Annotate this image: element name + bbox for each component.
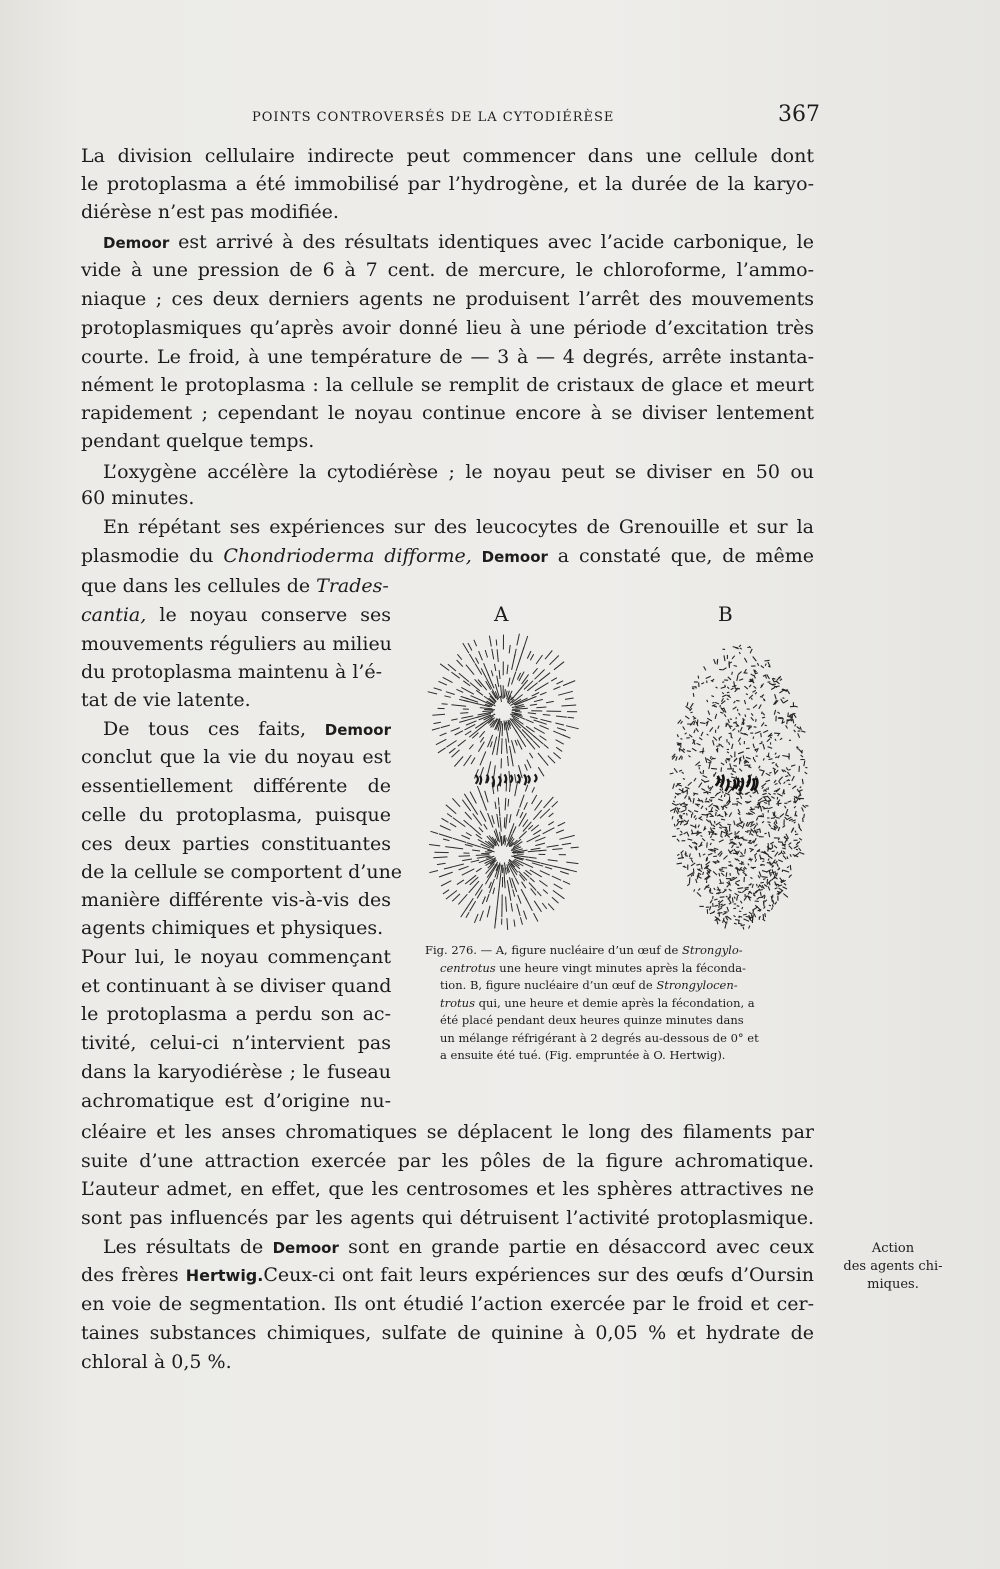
text-line: conclut que la vie du noyau est	[81, 746, 391, 768]
caption-line	[425, 977, 825, 995]
text-line: tivité, celui-ci n’intervient pas	[81, 1032, 391, 1054]
caption-line	[425, 942, 825, 960]
caption-line: un mélange réfrigérant à 2 degrés au-dessous de 0° et	[440, 1030, 759, 1045]
text-line: en voie de segmentation. Ils ont étudié l’action exercée par le froid et cer-	[81, 1293, 814, 1315]
margin-note-line: des agents chi-	[843, 1259, 943, 1274]
figure-caption	[425, 942, 825, 1065]
text-span: est arrivé à des résultats identiques avec l’acide carbonique, le	[178, 231, 814, 253]
page-header	[80, 102, 820, 134]
text-line: le protoplasma a été immobilisé par l’hydrogène, et la durée de la karyo-	[81, 173, 814, 195]
text-line: agents chimiques et physiques.	[81, 917, 384, 939]
text-line: rapidement ; cependant le noyau continue encore à se diviser lentement	[81, 402, 814, 424]
text-line	[81, 572, 391, 600]
text-span: a constaté que, de même	[557, 545, 815, 567]
text-line	[81, 715, 391, 743]
text-line: protoplasmiques qu’après avoir donné lieu à une période d’excitation très	[81, 317, 814, 339]
text-line: nément le protoplasma : la cellule se remplit de cristaux de glace et meurt	[81, 374, 814, 396]
text-line: manière différente vis-à-vis des	[81, 889, 391, 911]
caption-species: Strongylo-	[682, 943, 743, 957]
text-line: le protoplasma a perdu son ac-	[81, 1003, 391, 1025]
text-line: dans la karyodiérèse ; le fuseau	[81, 1061, 391, 1083]
caption-species: centrotus	[440, 960, 496, 975]
text-line: mouvements réguliers au milieu	[81, 633, 392, 655]
caption-species: trotus	[440, 995, 475, 1010]
caption-span: une heure vingt minutes après la féconda-	[499, 960, 746, 975]
figure-label-b: B	[718, 602, 733, 626]
text-line: de la cellule se comportent d’une	[81, 861, 403, 883]
margin-note	[838, 1240, 948, 1294]
text-line: En répétant ses expériences sur des leucocytes de Grenouille et sur la	[103, 516, 814, 538]
text-line: Pour lui, le noyau commençant	[81, 946, 391, 968]
caption-line	[425, 995, 825, 1013]
text-line: courte. Le froid, à une température de — 3 à — 4 degrés, arrête instanta-	[81, 346, 814, 368]
caption-line: été placé pendant deux heures quinze minutes dans	[440, 1013, 744, 1027]
text-line: celle du protoplasma, puisque	[81, 804, 391, 826]
margin-note-line: miques.	[867, 1277, 919, 1292]
text-line	[81, 1261, 814, 1289]
text-line: tat de vie latente.	[81, 689, 251, 711]
figure-a-nuclear-spindle	[418, 632, 588, 932]
author-name: Demoor	[324, 721, 392, 739]
text-span: sont en grande partie en désaccord avec ceux	[348, 1236, 815, 1258]
author-name: Demoor	[272, 1239, 339, 1257]
text-line: pendant quelque temps.	[81, 430, 315, 452]
text-line: La division cellulaire indirecte peut commencer dans une cellule dont	[81, 145, 814, 167]
text-line: L’oxygène accélère la cytodiérèse ; le noyau peut se diviser en 50 ou	[103, 461, 814, 483]
text-line	[81, 1233, 814, 1261]
text-line: et continuant à se diviser quand	[81, 975, 392, 997]
text-span: plasmodie du	[81, 545, 214, 567]
species-name: Chondrioderma difforme,	[223, 545, 472, 567]
figure-label-a: A	[494, 602, 509, 626]
text-line: essentiellement différente de	[81, 775, 391, 797]
species-name: cantia,	[81, 604, 147, 626]
text-span: des frères	[81, 1264, 179, 1286]
margin-note-line: Action	[871, 1241, 915, 1256]
page-number: 367	[778, 102, 820, 127]
species-name: Trades-	[316, 575, 389, 597]
text-span: que dans les cellules de	[81, 575, 311, 597]
text-span: le noyau conserve ses	[159, 604, 391, 626]
text-line: taines substances chimiques, sulfate de quinine à 0,05 % et hydrate de	[81, 1322, 814, 1344]
author-name: Demoor	[481, 548, 548, 566]
figure-b-nuclear-figure	[664, 638, 814, 934]
caption-span: tion. B, figure nucléaire d’un œuf de	[440, 978, 653, 992]
author-name: Hertwig.	[185, 1266, 264, 1285]
text-line: L’auteur admet, en effet, que les centrosomes et les sphères attractives ne	[81, 1178, 814, 1200]
text-line	[81, 542, 814, 570]
text-line: achromatique est d’origine nu-	[81, 1090, 391, 1112]
text-line: diérèse n’est pas modifiée.	[81, 201, 339, 223]
text-line: chloral à 0,5 %.	[81, 1351, 232, 1373]
text-line: sont pas influencés par les agents qui détruisent l’activité protoplasmique.	[81, 1207, 814, 1229]
running-title: POINTS CONTROVERSÉS DE LA CYTODIÉRÈSE	[252, 110, 615, 125]
text-line	[81, 601, 391, 629]
text-span: Ceux-ci ont fait leurs expériences sur des œufs d’Oursin	[263, 1264, 815, 1286]
text-line: niaque ; ces deux derniers agents ne produisent l’arrêt des mouvements	[81, 288, 814, 310]
author-name: Demoor	[103, 234, 170, 252]
caption-span: qui, une heure et demie après la fécondation, a	[478, 995, 755, 1010]
text-line: vide à une pression de 6 à 7 cent. de mercure, le chloroforme, l’ammo-	[81, 259, 814, 281]
text-line: 60 minutes.	[81, 487, 195, 509]
text-line: suite d’une attraction exercée par les pôles de la figure achromatique.	[81, 1150, 814, 1172]
text-span: Les résultats de	[103, 1236, 264, 1258]
text-line: du protoplasma maintenu à l’é-	[81, 661, 383, 683]
caption-span: Fig. 276. — A, figure nucléaire d’un œuf de	[425, 943, 679, 957]
text-line: ces deux parties constituantes	[81, 833, 391, 855]
text-line: cléaire et les anses chromatiques se déplacent le long des filaments par	[81, 1121, 814, 1143]
caption-line	[425, 960, 825, 978]
text-line	[81, 228, 814, 256]
caption-line: a ensuite été tué. (Fig. empruntée à O. Hertwig).	[440, 1048, 726, 1062]
text-span: De tous ces faits,	[103, 718, 307, 740]
caption-species: Strongylocen-	[656, 978, 738, 992]
